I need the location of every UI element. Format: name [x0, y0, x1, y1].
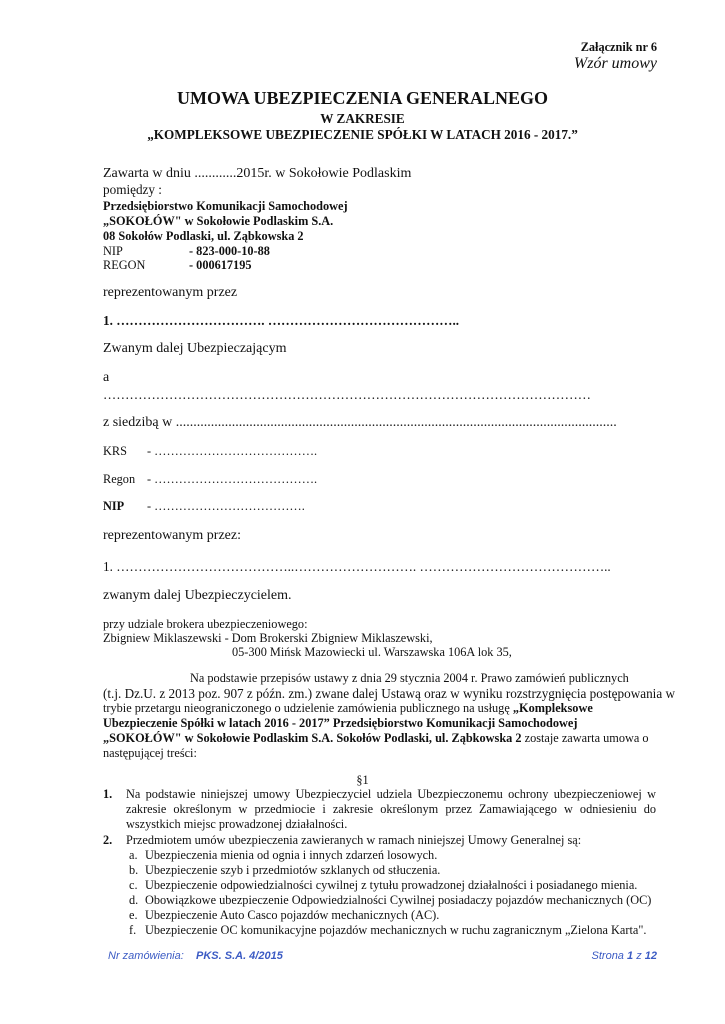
insurer-called: zwanym dalej Ubezpieczycielem.: [103, 588, 292, 603]
section-1-heading: §1: [356, 773, 369, 787]
basis-line-5: [103, 731, 649, 746]
basis-line-3: [103, 701, 593, 716]
item-text: Ubezpieczenie Auto Casco pojazdów mechanicznych (AC).: [145, 908, 440, 922]
basis-line-3-bold: „Kompleksowe: [512, 701, 593, 715]
page-current: 1: [627, 950, 634, 962]
paragraph-2-text: Przedmiotem umów ubezpieczenia zawieranych w ramach niniejszej Umowy Generalnej są:: [126, 833, 582, 847]
item-letter: c.: [129, 878, 138, 892]
insurer-krs-value: - ………………………………….: [147, 444, 318, 458]
page-separator: z: [636, 950, 642, 962]
page-counter: [592, 950, 657, 962]
insured-company-address: 08 Sokołów Podlaski, ul. Ząbkowska 2: [103, 229, 304, 243]
item-text: Ubezpieczenia mienia od ognia i innych zdarzeń losowych.: [145, 848, 438, 862]
insured-company-name-2: „SOKOŁÓW" w Sokołowie Podlaskim S.A.: [103, 214, 334, 228]
between-label: pomiędzy :: [103, 182, 162, 197]
paragraph-1-number: 1.: [103, 787, 113, 801]
item-letter: b.: [129, 863, 139, 877]
insurer-nip-label: NIP: [103, 499, 125, 513]
broker-address: 05-300 Mińsk Mazowiecki ul. Warszawska 106A lok 35,: [232, 645, 512, 659]
insurer-nip-value: - ……………………………….: [147, 499, 305, 513]
paragraph-1-text: Na podstawie niniejszej umowy Ubezpieczyciel udziela Ubezpieczonemu ochrony ubezpieczeniowej w zakresie określonym w przedmiocie i zakresie określonym przez Zamawiającego w odniesieniu do wszystkich miejsc prowadzonej działalności.: [126, 787, 656, 831]
item-text: Ubezpieczenie OC komunikacyjne pojazdów mechanicznych w ruchu zagranicznym „Zielona Karta".: [145, 923, 647, 937]
broker-intro: przy udziale brokera ubezpieczeniowego:: [103, 617, 308, 631]
basis-line-4-bold-2: Przedsiębiorstwo Komunikacji Samochodowej: [332, 716, 578, 730]
insurer-seat-line: z siedzibą w ..............................................................................................................................: [103, 415, 617, 430]
basis-line-2: (t.j. Dz.U. z 2013 poz. 907 z późn. zm.) zwane dalej Ustawą oraz w wyniku rozstrzygnięcia postępowania w: [103, 686, 676, 701]
item-text: Ubezpieczenie szyb i przedmiotów szklanych od stłuczenia.: [145, 863, 441, 877]
insurer-regon-value: - ………………………………….: [147, 472, 318, 486]
document-subtitle-name: „KOMPLEKSOWE UBEZPIECZENIE SPÓŁKI W LATACH 2016 - 2017.”: [147, 127, 578, 142]
insured-representative-line: 1. ……………………………. ……………………………………..: [103, 313, 460, 328]
insured-nip-value: - 823-000-10-88: [189, 244, 270, 258]
insurer-krs-label: KRS: [103, 444, 127, 458]
broker-name: Zbigniew Miklaszewski - Dom Brokerski Zbigniew Miklaszewski,: [103, 631, 433, 645]
basis-line-5-text: zostaje zawarta umowa o: [521, 731, 649, 745]
item-letter: a.: [129, 848, 138, 862]
basis-line-3-text: trybie przetargu nieograniczonego o udzielenie zamówienia publicznego na usługę: [103, 701, 513, 715]
and-label: a: [103, 370, 110, 385]
template-label: Wzór umowy: [573, 55, 657, 72]
insurer-name-line: …………………………………………………………………………………………………: [103, 387, 591, 402]
item-letter: f.: [129, 923, 137, 937]
basis-line-5-bold: „SOKOŁÓW" w Sokołowie Podlaskim S.A. Sokołów Podlaski, ul. Ząbkowska 2: [103, 731, 522, 745]
document-title: UMOWA UBEZPIECZENIA GENERALNEGO: [176, 88, 549, 108]
insurer-regon-label: Regon: [103, 472, 136, 486]
insured-regon-value: - 000617195: [189, 258, 252, 272]
insured-company-name: Przedsiębiorstwo Komunikacji Samochodowej: [103, 199, 348, 213]
insurer-representative-line: 1. …………………………………..………………………. ……………………………………..: [103, 559, 611, 574]
insured-called: Zwanym dalej Ubezpieczającym: [103, 341, 287, 356]
item-letter: e.: [129, 908, 138, 922]
insurer-represented-by: reprezentowanym przez:: [103, 528, 241, 543]
concluded-date-line: Zawarta w dniu ............2015r. w Sokołowie Podlaskim: [103, 166, 412, 181]
basis-line-4: [103, 716, 577, 731]
annex-number: Załącznik nr 6: [580, 40, 657, 54]
item-letter: d.: [129, 893, 139, 907]
order-number: PKS. S.A. 4/2015: [196, 950, 283, 962]
page-total: 12: [644, 950, 657, 962]
basis-line-6: następującej treści:: [103, 746, 197, 760]
insured-regon-label: REGON: [103, 258, 146, 272]
page-label: Strona: [591, 950, 624, 962]
order-number-label: Nr zamówienia:: [108, 950, 184, 962]
insured-represented-by: reprezentowanym przez: [103, 285, 238, 300]
item-text: Ubezpieczenie odpowiedzialności cywilnej z tytułu prowadzonej działalności i posiadanego mienia.: [145, 878, 638, 892]
document-subtitle-scope: W ZAKRESIE: [320, 111, 405, 126]
item-text: Obowiązkowe ubezpieczenie Odpowiedzialności Cywilnej posiadaczy pojazdów mechanicznych (OC): [145, 893, 652, 907]
paragraph-2-number: 2.: [103, 833, 113, 847]
basis-line-4-bold-1: Ubezpieczenie Spółki w latach 2016 - 2017”: [103, 716, 333, 730]
insured-nip-label: NIP: [103, 244, 123, 258]
basis-line-1: Na podstawie przepisów ustawy z dnia 29 stycznia 2004 r. Prawo zamówień publicznych: [190, 671, 629, 685]
